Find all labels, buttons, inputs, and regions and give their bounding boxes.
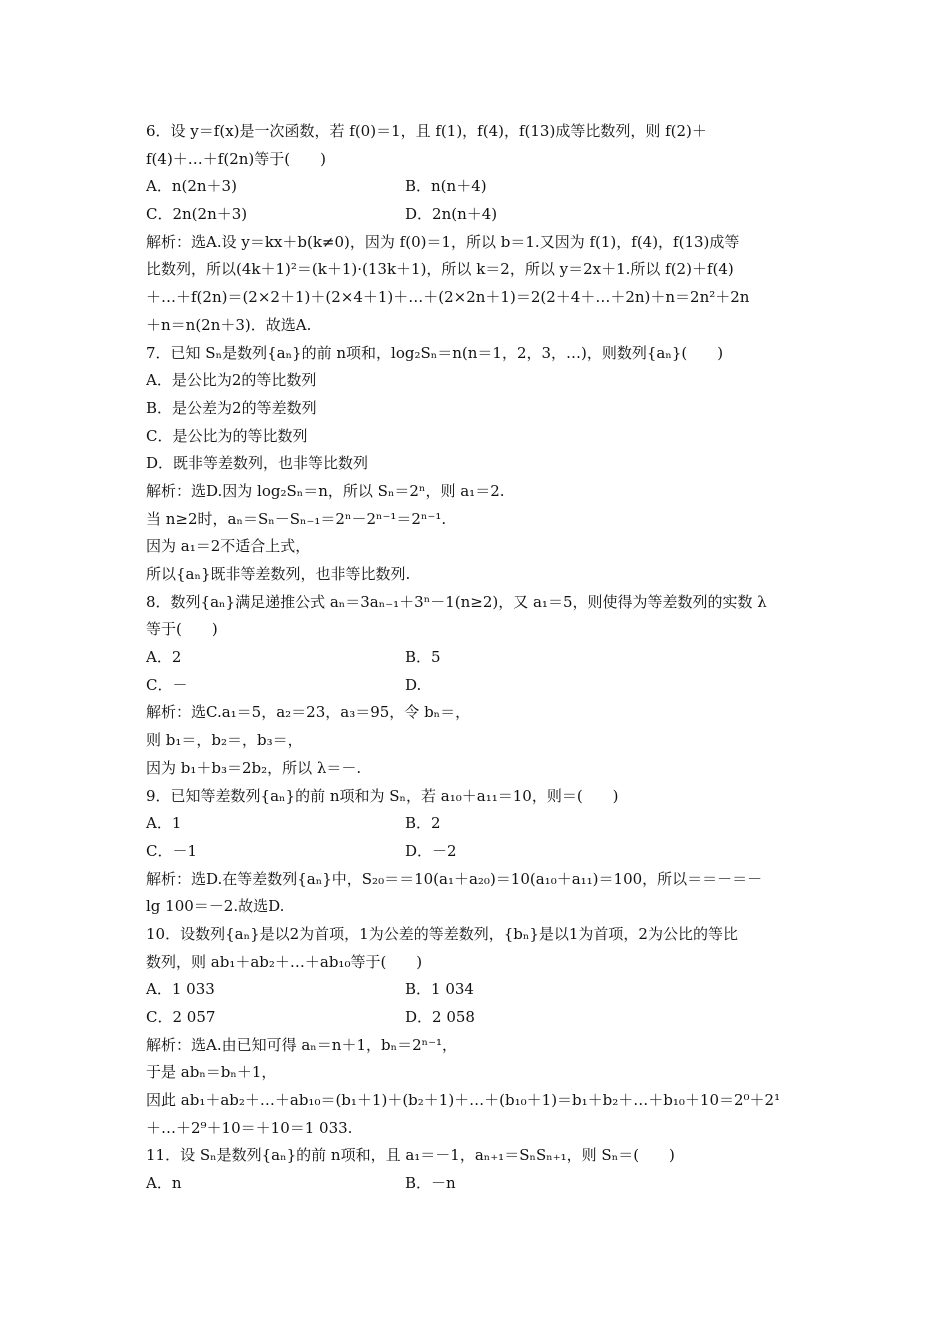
- text-line: 8．数列{aₙ}满足递推公式 aₙ＝3aₙ₋₁＋3ⁿ－1(n≥2)，又 a₁＝5，则使得为等差数列的实数 λ: [146, 592, 767, 611]
- text-line: 数列，则 ab₁＋ab₂＋…＋ab₁₀等于( ): [146, 952, 423, 971]
- text-line: ＋…＋f(2n)＝(2×2＋1)＋(2×4＋1)＋…＋(2×2n＋1)＝2(2＋4＋…＋2n)＋n＝2n²＋2n: [146, 288, 750, 307]
- text-line: 等于( ): [146, 620, 218, 639]
- option-right: D．－2: [405, 841, 457, 860]
- text-line: 当 n≥2时，aₙ＝Sₙ－Sₙ₋₁＝2ⁿ－2ⁿ⁻¹＝2ⁿ⁻¹.: [146, 509, 447, 528]
- option-right: B．n(n＋4): [405, 177, 487, 196]
- option-right: B．1 034: [405, 980, 474, 999]
- text-line: 解析：选D.因为 log₂Sₙ＝n，所以 Sₙ＝2ⁿ，则 a₁＝2.: [146, 481, 505, 500]
- option-left: C．－: [146, 675, 188, 694]
- option-left: A．n: [146, 1174, 182, 1193]
- text-line: 比数列，所以(4k＋1)²＝(k＋1)·(13k＋1)，所以 k＝2，所以 y＝2x＋1.所以 f(2)＋f(4): [146, 260, 734, 279]
- option-right: D．2 058: [405, 1008, 475, 1026]
- option-left: A．1: [146, 814, 182, 833]
- text-line: 因为 b₁＋b₃＝2b₂，所以 λ＝－.: [146, 758, 362, 777]
- text-line: 所以{aₙ}既非等差数列，也非等比数列.: [146, 565, 411, 583]
- option-row: [146, 201, 808, 229]
- text-line: 解析：选A.设 y＝kx＋b(k≠0)，因为 f(0)＝1，所以 b＝1.又因为 f(1)，f(4)，f(13)成等: [146, 232, 740, 251]
- option-left: C．2 057: [146, 1008, 216, 1026]
- option-left: A．1 033: [146, 980, 215, 999]
- document-page: [146, 118, 808, 1198]
- option-left: A．2: [146, 648, 182, 667]
- option-row: [146, 976, 808, 1004]
- text-line: ＋n＝n(2n＋3)．故选A.: [146, 315, 312, 334]
- text-line: D．既非等差数列，也非等比数列: [146, 454, 369, 473]
- option-right: B．2: [405, 814, 441, 833]
- option-right: D.: [405, 675, 422, 694]
- text-line: 9．已知等差数列{aₙ}的前 n项和为 Sₙ，若 a₁₀＋a₁₁＝10，则＝( ): [146, 786, 619, 805]
- option-right: B．5: [405, 648, 441, 667]
- option-row: [146, 644, 808, 672]
- text-line: 7．已知 Sₙ是数列{aₙ}的前 n项和，log₂Sₙ＝n(n＝1，2，3，…)，则数列{aₙ}( ): [146, 343, 724, 362]
- option-row: [146, 838, 808, 866]
- text-line: 解析：选C.a₁＝5，a₂＝23，a₃＝95，令 bₙ＝，: [146, 703, 471, 722]
- text-line: A．是公比为2的等比数列: [146, 371, 317, 390]
- option-row: [146, 1004, 808, 1032]
- text-line: lg 100＝－2.故选D.: [146, 897, 285, 916]
- option-left: C．－1: [146, 841, 198, 860]
- option-right: D．2n(n＋4): [405, 205, 498, 224]
- text-line: 因此 ab₁＋ab₂＋…＋ab₁₀＝(b₁＋1)＋(b₂＋1)＋…＋(b₁₀＋1)＝b₁＋b₂＋…＋b₁₀＋10＝2⁰＋2¹: [146, 1091, 781, 1110]
- text-line: 于是 abₙ＝bₙ＋1，: [146, 1063, 277, 1082]
- option-row: [146, 810, 808, 838]
- option-left: A．n(2n＋3): [146, 177, 237, 196]
- option-row: [146, 1170, 808, 1198]
- option-left: C．2n(2n＋3): [146, 205, 248, 224]
- text-line: 因为 a₁＝2不适合上式，: [146, 537, 311, 556]
- text-line: 解析：选D.在等差数列{aₙ}中，S₂₀＝＝10(a₁＋a₂₀)＝10(a₁₀＋a₁₁)＝100，所以＝＝－＝－: [146, 869, 763, 888]
- text-line: C．是公比为的等比数列: [146, 426, 308, 445]
- text-line: f(4)＋…＋f(2n)等于( ): [146, 149, 326, 168]
- text-line: 6．设 y＝f(x)是一次函数，若 f(0)＝1，且 f(1)，f(4)，f(13)成等比数列，则 f(2)＋: [146, 122, 707, 140]
- option-row: [146, 672, 808, 700]
- option-row: [146, 173, 808, 201]
- text-line: 解析：选A.由已知可得 aₙ＝n＋1，bₙ＝2ⁿ⁻¹，: [146, 1035, 458, 1054]
- option-right: B．－n: [405, 1174, 456, 1193]
- text-line: 10．设数列{aₙ}是以2为首项，1为公差的等差数列，{bₙ}是以1为首项，2为公比的等比: [146, 924, 738, 943]
- text-line: 11．设 Sₙ是数列{aₙ}的前 n项和，且 a₁＝－1，aₙ₊₁＝SₙSₙ₊₁，则 Sₙ＝( ): [146, 1146, 675, 1165]
- text-line: ＋…＋2⁹＋10＝＋10＝1 033.: [146, 1118, 353, 1137]
- text-line: 则 b₁＝，b₂＝，b₃＝，: [146, 731, 303, 750]
- text-line: B．是公差为2的等差数列: [146, 398, 317, 417]
